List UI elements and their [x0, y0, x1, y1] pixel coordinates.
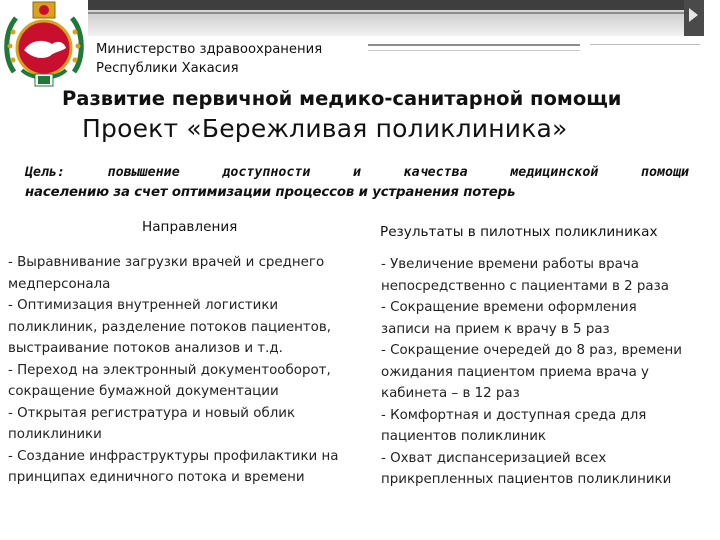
list-item: кабинета – в 12 раз [381, 386, 520, 401]
list-item: выстраивание потоков анализов и т.д. [8, 341, 283, 356]
list-item: - Комфортная и доступная среда для [381, 407, 647, 423]
list-item: принципах единичного потока и времени [8, 470, 305, 485]
ministry-name [96, 40, 322, 78]
header-banner-dark-strip [88, 0, 700, 10]
play-arrow-icon [689, 8, 698, 22]
list-item: сокращение бумажной документации [8, 384, 279, 399]
flag-ribbon [38, 76, 50, 84]
list-item: - Сокращение времени оформления [381, 300, 637, 315]
list-item: прикрепленных пациентов поликлиники [381, 472, 672, 487]
project-title: Проект «Бережливая поликлиника» [82, 114, 568, 143]
list-item: - Оптимизация внутренней логистики [8, 298, 279, 313]
header-banner-line [88, 12, 700, 14]
list-item: ожидания пациентом приема врача у [381, 364, 649, 380]
list-item: - Переход на электронный документооборот, [8, 362, 331, 378]
list-item: поликлиник, разделение потоков пациентов, [8, 319, 331, 335]
goal-line-2: населению за счет оптимизации процессов и устранения потерь [25, 185, 516, 200]
sun-symbol [39, 5, 49, 15]
ministry-line-2: Республики Хакасия [96, 61, 239, 76]
list-item: - Охват диспансеризацией всех [381, 450, 607, 466]
directions-heading: Направления [142, 219, 238, 235]
list-item: - Выравнивание загрузки врачей и среднего [8, 255, 325, 270]
results-list [381, 254, 711, 491]
goal-line-1: Цель: повышение доступности и качества медицинской помощи [25, 165, 689, 180]
results-heading: Результаты в пилотных поликлиниках [380, 224, 658, 240]
coat-of-arms-emblem [2, 0, 86, 90]
list-item: непосредственно с пациентами в 2 раза [381, 278, 669, 294]
divider-line [368, 44, 580, 46]
ministry-line-1: Министерство здравоохранения [96, 42, 323, 57]
list-item: записи на прием к врачу в 5 раз [381, 321, 610, 337]
divider-line [368, 50, 580, 51]
list-item: - Увеличение времени работы врача [381, 257, 639, 272]
list-item: поликлиники [8, 427, 102, 442]
goal-statement [25, 163, 689, 203]
divider-line [590, 44, 700, 45]
list-item: - Сокращение очередей до 8 раз, времени [381, 343, 683, 358]
list-item: медперсонала [8, 276, 111, 292]
list-item: - Создание инфраструктуры профилактики на [8, 448, 339, 464]
list-item: пациентов поликлиник [381, 429, 547, 444]
list-item: - Открытая регистратура и новый облик [8, 405, 296, 421]
section-title: Развитие первичной медико-санитарной помощи [62, 87, 622, 110]
header-banner-gradient [88, 14, 700, 36]
directions-list [8, 252, 374, 489]
